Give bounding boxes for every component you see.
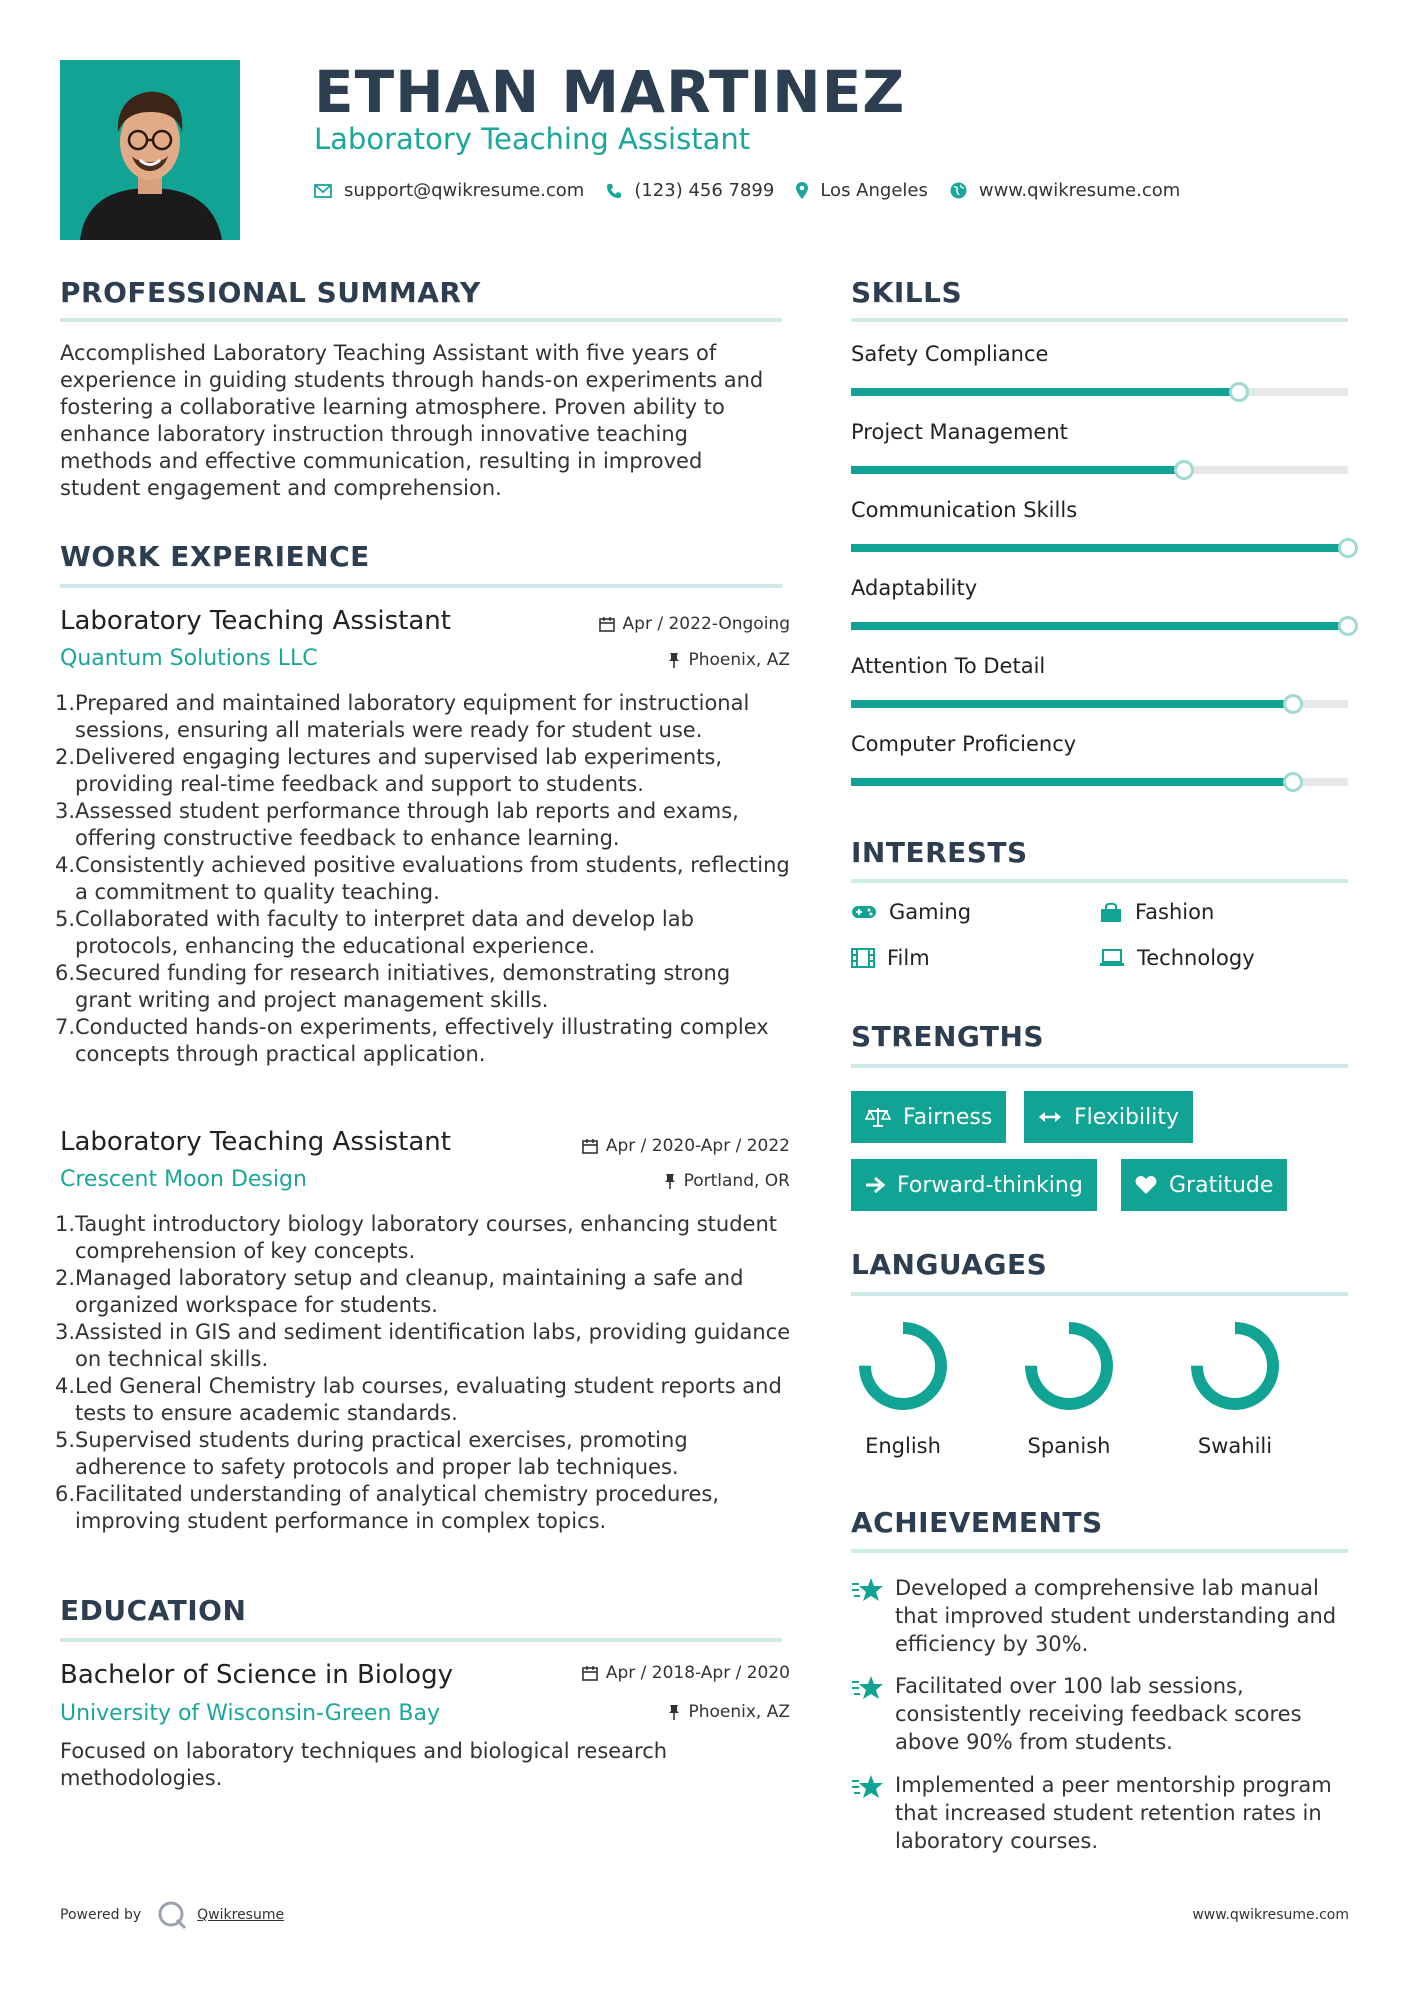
job-date-text: Apr / 2020-Apr / 2022 — [605, 1136, 790, 1156]
skill-bar-fill — [851, 388, 1239, 396]
interest-label: Technology — [1137, 946, 1255, 970]
achievement-text: Developed a comprehensive lab manual that improved student understanding and efficiency by 30%. — [895, 1576, 1337, 1656]
footer-website[interactable]: www.qwikresume.com — [1192, 1907, 1349, 1923]
experience-heading: WORK EXPERIENCE — [60, 540, 370, 573]
footer-powered-by — [60, 1900, 284, 1930]
job-company: Crescent Moon Design — [60, 1167, 307, 1192]
list-item: 3. Assisted in GIS and sediment identification labs, providing guidance on technical skills. — [55, 1320, 791, 1371]
interests-heading: INTERESTS — [851, 836, 1028, 869]
skill-bar-track — [851, 778, 1348, 786]
languages-heading: LANGUAGES — [851, 1248, 1048, 1281]
skill-bar-track — [851, 388, 1348, 396]
calendar-icon — [582, 1665, 598, 1681]
list-item: 2. Managed laboratory setup and cleanup, maintaining a safe and organized workspace for students. — [55, 1266, 744, 1317]
interest-fashion — [1099, 900, 1214, 924]
pushpin-icon — [668, 1704, 680, 1720]
language-ring — [1187, 1318, 1283, 1414]
location-pin-icon — [796, 182, 808, 199]
heart-icon — [1135, 1175, 1157, 1195]
interest-label: Gaming — [889, 900, 972, 924]
interest-gaming — [851, 900, 971, 924]
contact-bar — [314, 180, 1202, 201]
achievement-text: Facilitated over 100 lab sessions, consistently receiving feedback scores above 90% from students. — [895, 1674, 1302, 1754]
strength-badge — [1024, 1091, 1193, 1143]
job-location — [500, 1171, 790, 1191]
skills-divider — [851, 318, 1348, 322]
skill-bar-knob — [1174, 460, 1194, 480]
strengths-heading: STRENGTHS — [851, 1020, 1045, 1053]
interest-label: Film — [887, 946, 930, 970]
strength-badge — [851, 1091, 1006, 1143]
skill-label: Project Management — [851, 420, 1068, 444]
skill-label: Attention To Detail — [851, 654, 1046, 678]
pushpin-icon — [668, 652, 680, 668]
summary-heading: PROFESSIONAL SUMMARY — [60, 276, 481, 309]
list-item: 4. Consistently achieved positive evaluations from students, reflecting a commitment to quality teaching. — [55, 853, 790, 904]
achievements-divider — [851, 1549, 1348, 1553]
achievement-item — [851, 1574, 1351, 1658]
contact-email[interactable]: support@qwikresume.com — [344, 180, 585, 201]
achievement-item — [851, 1672, 1351, 1756]
candidate-name: ETHAN MARTINEZ — [314, 58, 906, 126]
contact-phone[interactable]: (123) 456 7899 — [634, 180, 775, 201]
education-divider — [60, 1638, 782, 1642]
language-label: Spanish — [1027, 1434, 1111, 1458]
skill-bar-fill — [851, 700, 1293, 708]
language-ring — [1021, 1318, 1117, 1414]
skills-heading: SKILLS — [851, 276, 963, 309]
strength-badge — [1121, 1159, 1287, 1211]
job-bullets — [57, 690, 792, 1068]
job-location-text: Phoenix, AZ — [688, 650, 790, 670]
job-location-text: Portland, OR — [683, 1171, 790, 1191]
degree-title: Bachelor of Science in Biology — [60, 1660, 453, 1690]
contact-location: Los Angeles — [820, 180, 928, 201]
skill-bar-fill — [851, 466, 1184, 474]
interest-film — [851, 946, 930, 970]
strength-label: Flexibility — [1074, 1104, 1179, 1130]
powered-by-label: Powered by — [60, 1907, 142, 1923]
arrows-horizontal-icon — [1038, 1110, 1062, 1124]
gamepad-icon — [851, 904, 877, 920]
strength-label: Forward-thinking — [897, 1172, 1083, 1198]
star-award-icon — [851, 1672, 895, 1756]
list-item: 1. Taught introductory biology laboratory courses, enhancing student comprehension of key concepts. — [55, 1212, 777, 1263]
film-icon — [851, 948, 875, 968]
profile-photo — [60, 60, 240, 240]
bag-icon — [1099, 901, 1123, 923]
list-item: 7. Conducted hands-on experiments, effectively illustrating complex concepts through practical application. — [55, 1015, 769, 1066]
skill-label: Adaptability — [851, 576, 978, 600]
language-label: Swahili — [1197, 1434, 1273, 1458]
scale-icon — [865, 1106, 891, 1128]
strength-label: Gratitude — [1169, 1172, 1274, 1198]
qwikresume-link[interactable]: Qwikresume — [197, 1907, 285, 1923]
strengths-divider — [851, 1064, 1348, 1068]
strength-badge — [851, 1159, 1097, 1211]
skill-bar-track — [851, 700, 1348, 708]
list-item: 5. Collaborated with faculty to interpret data and develop lab protocols, enhancing the educational experience. — [55, 907, 694, 958]
skill-label: Computer Proficiency — [851, 732, 1077, 756]
skill-label: Safety Compliance — [851, 342, 1049, 366]
skill-bar-fill — [851, 544, 1348, 552]
summary-text: Accomplished Laboratory Teaching Assistant with five years of experience in guiding students through hands-on experiments and fostering a collaborative learning atmosphere. Proven ability to enhance laboratory instruction through innovative teaching methods and effective communication, resulting in improved student engagement and comprehension. — [60, 341, 764, 500]
skill-bar-track — [851, 622, 1348, 630]
interest-label: Fashion — [1135, 900, 1215, 924]
arrow-right-icon — [865, 1176, 885, 1194]
skill-bar-knob — [1229, 382, 1249, 402]
languages-divider — [851, 1292, 1348, 1296]
star-award-icon — [851, 1771, 895, 1855]
phone-icon — [606, 183, 622, 199]
education-location-text: Phoenix, AZ — [688, 1702, 790, 1722]
list-item: 6. Secured funding for research initiatives, demonstrating strong grant writing and project management skills. — [55, 961, 731, 1012]
list-item: 5. Supervised students during practical exercises, promoting adherence to safety protocols and proper lab techniques. — [55, 1428, 688, 1479]
candidate-title: Laboratory Teaching Assistant — [314, 122, 751, 156]
globe-icon — [950, 182, 967, 199]
experience-divider — [60, 584, 782, 588]
achievement-item — [851, 1771, 1351, 1855]
skill-bar-knob — [1283, 694, 1303, 714]
star-award-icon — [851, 1574, 895, 1658]
list-item: 4. Led General Chemistry lab courses, evaluating student reports and tests to ensure academic standards. — [55, 1374, 782, 1425]
contact-website[interactable]: www.qwikresume.com — [978, 180, 1181, 201]
skill-bar-fill — [851, 778, 1293, 786]
list-item: 1. Prepared and maintained laboratory equipment for instructional sessions, ensuring all materials were ready for student use. — [55, 691, 750, 742]
strength-label: Fairness — [903, 1104, 993, 1130]
skill-bar-track — [851, 544, 1348, 552]
interest-technology — [1099, 946, 1255, 970]
job-title: Laboratory Teaching Assistant — [60, 606, 451, 636]
education-heading: EDUCATION — [60, 1594, 247, 1627]
education-description: Focused on laboratory techniques and biological research methodologies. — [60, 1739, 668, 1790]
skill-bar-fill — [851, 622, 1348, 630]
qwikresume-logo-icon — [155, 1900, 189, 1930]
laptop-icon — [1099, 949, 1125, 967]
school-name: University of Wisconsin-Green Bay — [60, 1701, 440, 1726]
list-item: 3. Assessed student performance through lab reports and exams, offering constructive feedback to enhance learning. — [55, 799, 739, 850]
calendar-icon — [582, 1138, 598, 1154]
achievement-text: Implemented a peer mentorship program that increased student retention rates in laboratory courses. — [895, 1773, 1332, 1853]
summary-divider — [60, 318, 782, 322]
skill-bar-knob — [1338, 538, 1358, 558]
skill-bar-track — [851, 466, 1348, 474]
job-date-text: Apr / 2022-Ongoing — [622, 614, 790, 634]
job-bullets — [57, 1211, 792, 1535]
job-title: Laboratory Teaching Assistant — [60, 1127, 451, 1157]
achievements-heading: ACHIEVEMENTS — [851, 1506, 1103, 1539]
skill-label: Communication Skills — [851, 498, 1078, 522]
skill-bar-knob — [1283, 772, 1303, 792]
list-item: 6. Facilitated understanding of analytical chemistry procedures, improving student performance in complex topics. — [55, 1482, 720, 1533]
pushpin-icon — [664, 1173, 676, 1189]
education-location — [500, 1702, 790, 1722]
job-company: Quantum Solutions LLC — [60, 646, 318, 671]
education-date-text: Apr / 2018-Apr / 2020 — [605, 1663, 790, 1683]
job-location — [500, 650, 790, 670]
language-ring — [855, 1318, 951, 1414]
email-icon — [314, 184, 332, 198]
job-date — [500, 614, 790, 634]
job-date — [500, 1136, 790, 1156]
education-date — [500, 1663, 790, 1683]
interests-divider — [851, 879, 1348, 883]
list-item: 2. Delivered engaging lectures and supervised lab experiments, providing real-time feedback and support to students. — [55, 745, 723, 796]
skill-bar-knob — [1338, 616, 1358, 636]
calendar-icon — [599, 616, 615, 632]
language-label: English — [865, 1434, 941, 1458]
